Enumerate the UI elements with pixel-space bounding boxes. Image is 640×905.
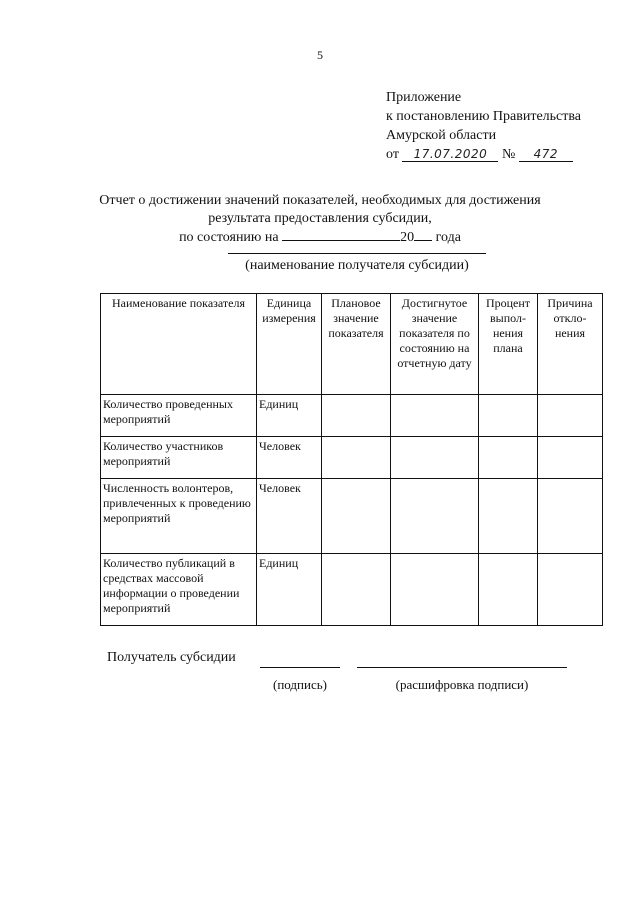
percent-cell[interactable] xyxy=(479,437,538,479)
signature-line[interactable] xyxy=(260,667,340,668)
title-line-2: результата предоставления субсидии, xyxy=(208,211,432,226)
table-row xyxy=(101,479,603,554)
achieved-value-cell[interactable] xyxy=(391,554,479,626)
appendix-date-line xyxy=(386,145,581,164)
year-blank[interactable] xyxy=(414,228,432,241)
indicator-name-cell: Количество участников мероприятий xyxy=(101,437,257,479)
appendix-resolution: к постановлению Правительства xyxy=(386,109,582,124)
year-suffix: года xyxy=(435,230,461,245)
table-row xyxy=(101,395,603,437)
appendix-block xyxy=(386,88,581,164)
achieved-value-cell[interactable] xyxy=(391,479,479,554)
title-line-3 xyxy=(0,228,640,247)
unit-cell: Единиц xyxy=(257,554,322,626)
table-header-row xyxy=(101,294,603,395)
percent-cell[interactable] xyxy=(479,479,538,554)
planned-value-cell[interactable] xyxy=(322,395,391,437)
year-prefix: 20 xyxy=(400,230,415,245)
handwritten-number: 472 xyxy=(519,148,573,162)
signature-decoding-caption: (расшифровка подписи) xyxy=(395,677,529,692)
percent-cell[interactable] xyxy=(479,395,538,437)
reason-cell[interactable] xyxy=(538,479,603,554)
date-blank[interactable] xyxy=(282,228,400,241)
unit-cell: Человек xyxy=(257,479,322,554)
planned-value-cell[interactable] xyxy=(322,437,391,479)
reason-cell[interactable] xyxy=(538,554,603,626)
reason-cell[interactable] xyxy=(538,395,603,437)
header-deviation-reason: Причина откло-нения xyxy=(538,294,603,395)
signature-caption: (подпись) xyxy=(273,677,327,692)
unit-cell: Человек xyxy=(257,437,322,479)
achieved-value-cell[interactable] xyxy=(391,395,479,437)
achieved-value-cell[interactable] xyxy=(391,437,479,479)
appendix-title: Приложение xyxy=(386,90,462,105)
recipient-caption: (наименование получателя субсидии) xyxy=(245,258,469,273)
header-percent-completion: Процент выпол-нения плана xyxy=(479,294,538,395)
page-number: 5 xyxy=(317,48,323,62)
indicators-table xyxy=(100,293,603,626)
signer-label: Получатель субсидии xyxy=(107,650,236,665)
indicator-name-cell: Численность волонтеров, привлеченных к проведению мероприятий xyxy=(101,479,257,554)
date-prefix: от xyxy=(386,147,399,162)
signature-decoding-line[interactable] xyxy=(357,667,567,668)
recipient-name-line[interactable] xyxy=(228,253,486,254)
header-planned-value: Плановое значение показателя xyxy=(322,294,391,395)
planned-value-cell[interactable] xyxy=(322,554,391,626)
appendix-region: Амурской области xyxy=(386,128,497,143)
indicator-name-cell: Количество проведенных мероприятий xyxy=(101,395,257,437)
indicator-name-cell: Количество публикаций в средствах массовой информации о проведении мероприятий xyxy=(101,554,257,626)
number-sign: № xyxy=(501,147,516,162)
header-unit: Единица измерения xyxy=(257,294,322,395)
planned-value-cell[interactable] xyxy=(322,479,391,554)
report-title xyxy=(0,192,640,247)
reason-cell[interactable] xyxy=(538,437,603,479)
title-date-prefix: по состоянию на xyxy=(179,230,279,245)
title-line-1: Отчет о достижении значений показателей, необходимых для достижения xyxy=(99,193,541,208)
unit-cell: Единиц xyxy=(257,395,322,437)
table-row xyxy=(101,437,603,479)
header-achieved-value: Достигнутое значение показателя по состоянию на отчетную дату xyxy=(391,294,479,395)
handwritten-date: 17.07.2020 xyxy=(402,148,498,162)
header-indicator-name: Наименование показателя xyxy=(101,294,257,395)
percent-cell[interactable] xyxy=(479,554,538,626)
table-row xyxy=(101,554,603,626)
